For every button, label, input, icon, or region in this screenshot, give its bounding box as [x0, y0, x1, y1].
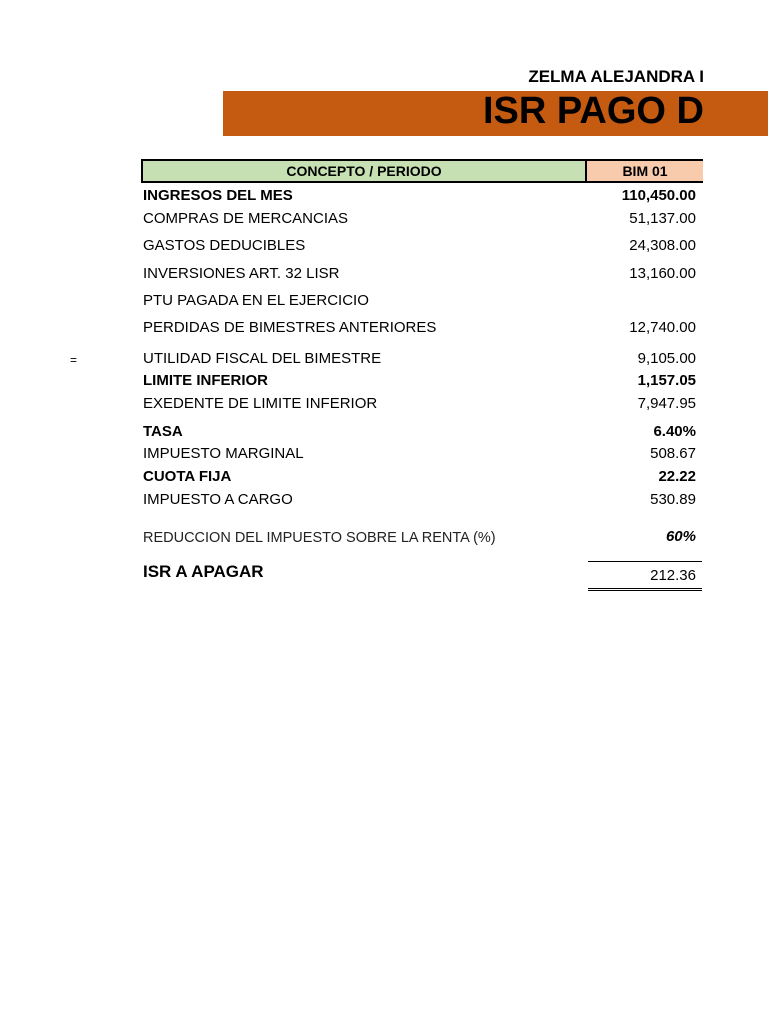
row-label-cargo: IMPUESTO A CARGO	[143, 491, 293, 508]
row-label-utilidad: UTILIDAD FISCAL DEL BIMESTRE	[143, 350, 382, 367]
row-value-cargo: 530.89	[650, 491, 696, 508]
row-value-tasa: 6.40%	[653, 423, 696, 440]
row-label-ingresos: INGRESOS DEL MES	[143, 187, 293, 204]
total-label: ISR A APAGAR	[143, 562, 264, 581]
row-label-marginal: IMPUESTO MARGINAL	[143, 445, 304, 462]
column-header-period: BIM 01	[587, 159, 703, 183]
row-label-gastos: GASTOS DEDUCIBLES	[143, 237, 306, 254]
row-label-compras: COMPRAS DE MERCANCIAS	[143, 210, 349, 227]
row-value-perdidas: 12,740.00	[629, 319, 696, 336]
row-label-ptu: PTU PAGADA EN EL EJERCICIO	[143, 292, 369, 309]
row-label-limite: LIMITE INFERIOR	[143, 372, 268, 389]
page-title: ISR PAGO D	[483, 90, 704, 132]
row-value-compras: 51,137.00	[629, 210, 696, 227]
reduction-label: REDUCCION DEL IMPUESTO SOBRE LA RENTA (%)	[143, 530, 496, 546]
row-value-inversiones: 13,160.00	[629, 265, 696, 282]
reduction-value: 60%	[665, 528, 696, 545]
row-value-limite: 1,157.05	[637, 372, 696, 389]
row-label-perdidas: PERDIDAS DE BIMESTRES ANTERIORES	[143, 319, 437, 336]
column-header-concept: CONCEPTO / PERIODO	[141, 159, 587, 183]
row-label-tasa: TASA	[143, 423, 183, 440]
taxpayer-name: ZELMA ALEJANDRA I	[528, 67, 704, 86]
total-value: 212.36	[650, 567, 696, 584]
row-label-cuota: CUOTA FIJA	[143, 468, 232, 485]
row-value-marginal: 508.67	[650, 445, 696, 462]
row-value-excedente: 7,947.95	[637, 395, 696, 412]
title-banner	[223, 91, 768, 136]
equals-marker: =	[70, 353, 78, 367]
row-label-inversiones: INVERSIONES ART. 32 LISR	[143, 265, 340, 282]
row-value-utilidad: 9,105.00	[637, 350, 696, 367]
row-value-cuota: 22.22	[658, 468, 696, 485]
row-value-ingresos: 110,450.00	[621, 187, 696, 204]
row-value-gastos: 24,308.00	[629, 237, 696, 254]
row-label-excedente: EXEDENTE DE LIMITE INFERIOR	[143, 395, 378, 412]
